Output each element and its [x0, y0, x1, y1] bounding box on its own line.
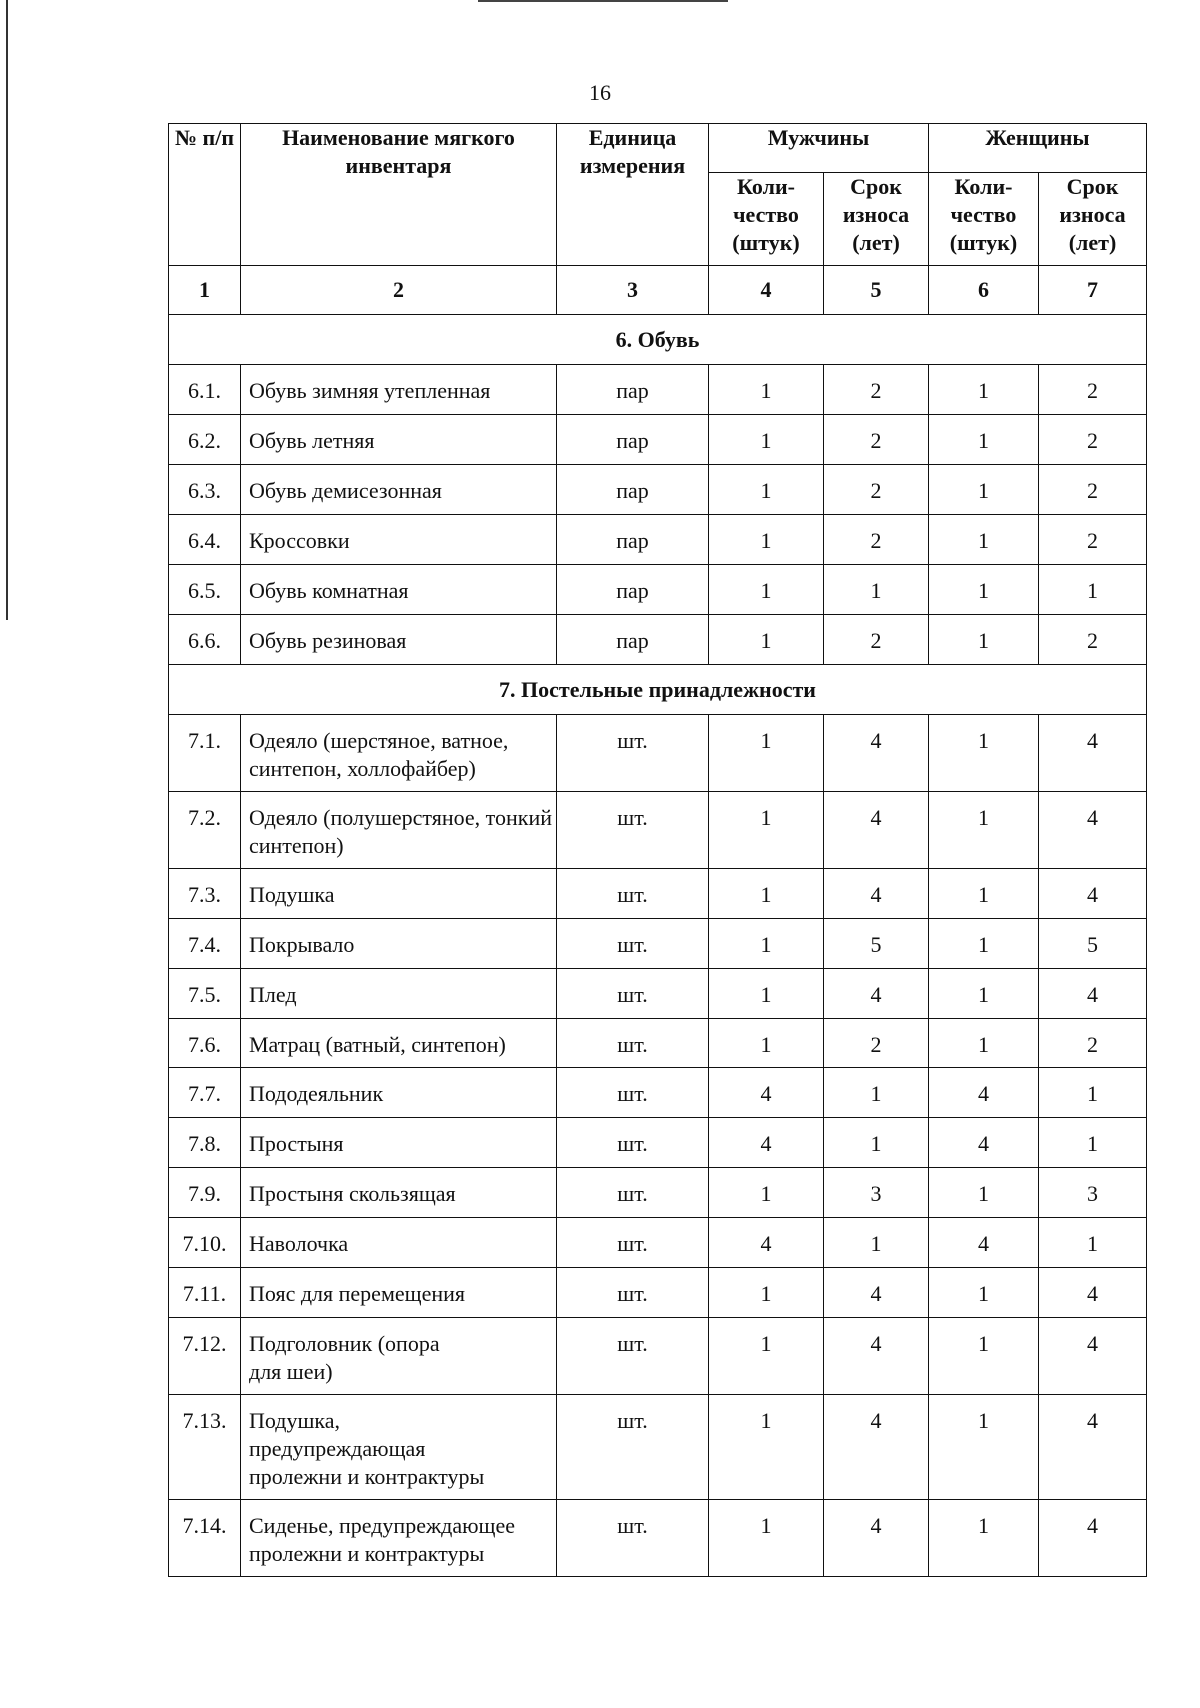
- table-row: [169, 515, 1147, 565]
- header-women-qty: Коли- чество (штук): [929, 173, 1039, 266]
- men-quantity: 1: [709, 465, 824, 515]
- women-wear-term: 2: [1039, 465, 1147, 515]
- men-wear-term: 2: [824, 365, 929, 415]
- item-name: Обувь демисезонная: [241, 465, 557, 515]
- row-number: 6.1.: [169, 365, 241, 415]
- women-wear-term: 1: [1039, 565, 1147, 615]
- table-row: [169, 565, 1147, 615]
- unit-of-measure: шт.: [557, 1068, 709, 1118]
- men-quantity: 1: [709, 1500, 824, 1577]
- row-number: 7.14.: [169, 1500, 241, 1577]
- men-quantity: 1: [709, 792, 824, 869]
- table-row: [169, 415, 1147, 465]
- item-name: Наволочка: [241, 1218, 557, 1268]
- item-name: Подушка: [241, 869, 557, 919]
- table-row: [169, 1218, 1147, 1268]
- row-number: 7.1.: [169, 715, 241, 792]
- women-wear-term: 4: [1039, 869, 1147, 919]
- row-number: 6.5.: [169, 565, 241, 615]
- women-wear-term: 2: [1039, 1019, 1147, 1068]
- header-women-term: Срок износа (лет): [1039, 173, 1147, 266]
- header-men-term: Срок износа (лет): [824, 173, 929, 266]
- row-number: 6.2.: [169, 415, 241, 465]
- unit-of-measure: шт.: [557, 1118, 709, 1168]
- row-number: 7.12.: [169, 1318, 241, 1395]
- row-number: 7.11.: [169, 1268, 241, 1318]
- item-name: Матрац (ватный, синтепон): [241, 1019, 557, 1068]
- women-wear-term: 2: [1039, 515, 1147, 565]
- table-row: [169, 1118, 1147, 1168]
- women-quantity: 1: [929, 869, 1039, 919]
- unit-of-measure: шт.: [557, 969, 709, 1019]
- item-name: Простыня: [241, 1118, 557, 1168]
- unit-of-measure: пар: [557, 615, 709, 665]
- row-number: 7.5.: [169, 969, 241, 1019]
- header-men-qty: Коли- чество (штук): [709, 173, 824, 266]
- item-name: Пояс для перемещения: [241, 1268, 557, 1318]
- women-quantity: 1: [929, 1019, 1039, 1068]
- item-name: Пододеяльник: [241, 1068, 557, 1118]
- men-wear-term: 2: [824, 1019, 929, 1068]
- table-row: [169, 919, 1147, 969]
- column-number: 5: [824, 266, 929, 315]
- row-number: 7.6.: [169, 1019, 241, 1068]
- unit-of-measure: шт.: [557, 792, 709, 869]
- men-quantity: 1: [709, 565, 824, 615]
- table-row: [169, 365, 1147, 415]
- column-number: 6: [929, 266, 1039, 315]
- women-quantity: 1: [929, 515, 1039, 565]
- men-quantity: 4: [709, 1118, 824, 1168]
- men-quantity: 1: [709, 1268, 824, 1318]
- men-quantity: 4: [709, 1068, 824, 1118]
- table-row: [169, 1500, 1147, 1577]
- header-women: Женщины: [929, 124, 1147, 173]
- women-quantity: 1: [929, 919, 1039, 969]
- item-name: Одеяло (шерстяное, ватное, синтепон, холлофайбер): [241, 715, 557, 792]
- men-wear-term: 5: [824, 919, 929, 969]
- section-title: 7. Постельные принадлежности: [169, 665, 1147, 715]
- item-name: Обувь зимняя утепленная: [241, 365, 557, 415]
- women-quantity: 4: [929, 1218, 1039, 1268]
- men-quantity: 1: [709, 615, 824, 665]
- women-quantity: 1: [929, 969, 1039, 1019]
- men-wear-term: 4: [824, 715, 929, 792]
- section-row: [169, 315, 1147, 365]
- men-quantity: 1: [709, 415, 824, 465]
- inventory-table: [168, 123, 1147, 1577]
- table-row: [169, 715, 1147, 792]
- unit-of-measure: шт.: [557, 1019, 709, 1068]
- column-number: 7: [1039, 266, 1147, 315]
- unit-of-measure: шт.: [557, 1268, 709, 1318]
- women-wear-term: 3: [1039, 1168, 1147, 1218]
- women-wear-term: 5: [1039, 919, 1147, 969]
- scan-edge-top: [478, 0, 728, 2]
- men-wear-term: 4: [824, 1395, 929, 1500]
- column-number-row: [169, 266, 1147, 315]
- unit-of-measure: пар: [557, 365, 709, 415]
- table-row: [169, 1068, 1147, 1118]
- table-row: [169, 969, 1147, 1019]
- women-quantity: 1: [929, 1318, 1039, 1395]
- header-num: № п/п: [169, 124, 241, 266]
- unit-of-measure: шт.: [557, 1318, 709, 1395]
- row-number: 6.3.: [169, 465, 241, 515]
- row-number: 7.10.: [169, 1218, 241, 1268]
- men-wear-term: 4: [824, 792, 929, 869]
- men-wear-term: 1: [824, 1118, 929, 1168]
- unit-of-measure: пар: [557, 415, 709, 465]
- unit-of-measure: шт.: [557, 919, 709, 969]
- women-wear-term: 4: [1039, 1268, 1147, 1318]
- table-row: [169, 1019, 1147, 1068]
- page-number: 16: [589, 80, 611, 105]
- men-quantity: 1: [709, 1318, 824, 1395]
- table-row: [169, 1395, 1147, 1500]
- section-row: [169, 665, 1147, 715]
- men-wear-term: 2: [824, 515, 929, 565]
- men-wear-term: 3: [824, 1168, 929, 1218]
- women-quantity: 1: [929, 1168, 1039, 1218]
- header-unit: Единица измерения: [557, 124, 709, 266]
- row-number: 6.4.: [169, 515, 241, 565]
- row-number: 6.6.: [169, 615, 241, 665]
- men-wear-term: 4: [824, 869, 929, 919]
- women-wear-term: 2: [1039, 365, 1147, 415]
- table-row: [169, 1318, 1147, 1395]
- men-quantity: 1: [709, 715, 824, 792]
- men-wear-term: 4: [824, 1318, 929, 1395]
- row-number: 7.2.: [169, 792, 241, 869]
- header-men: Мужчины: [709, 124, 929, 173]
- row-number: 7.9.: [169, 1168, 241, 1218]
- men-wear-term: 4: [824, 969, 929, 1019]
- table-row: [169, 869, 1147, 919]
- women-wear-term: 2: [1039, 415, 1147, 465]
- item-name: Подушка, предупреждающая пролежни и контрактуры: [241, 1395, 557, 1500]
- men-quantity: 1: [709, 365, 824, 415]
- table-header: [169, 124, 1147, 315]
- women-quantity: 1: [929, 1500, 1039, 1577]
- men-quantity: 1: [709, 969, 824, 1019]
- men-wear-term: 2: [824, 465, 929, 515]
- men-wear-term: 1: [824, 1068, 929, 1118]
- men-wear-term: 4: [824, 1268, 929, 1318]
- column-number: 3: [557, 266, 709, 315]
- women-quantity: 1: [929, 715, 1039, 792]
- row-number: 7.4.: [169, 919, 241, 969]
- table-row: [169, 1168, 1147, 1218]
- women-quantity: 1: [929, 792, 1039, 869]
- women-wear-term: 1: [1039, 1118, 1147, 1168]
- table-body: [169, 315, 1147, 1577]
- unit-of-measure: шт.: [557, 1218, 709, 1268]
- women-quantity: 1: [929, 465, 1039, 515]
- women-wear-term: 4: [1039, 969, 1147, 1019]
- table-row: [169, 1268, 1147, 1318]
- men-quantity: 1: [709, 1395, 824, 1500]
- item-name: Обувь летняя: [241, 415, 557, 465]
- men-quantity: 1: [709, 1019, 824, 1068]
- table-row: [169, 792, 1147, 869]
- women-quantity: 1: [929, 565, 1039, 615]
- unit-of-measure: шт.: [557, 1395, 709, 1500]
- women-wear-term: 4: [1039, 1395, 1147, 1500]
- item-name: Подголовник (опора для шеи): [241, 1318, 557, 1395]
- men-wear-term: 2: [824, 615, 929, 665]
- unit-of-measure: пар: [557, 465, 709, 515]
- women-wear-term: 1: [1039, 1218, 1147, 1268]
- women-wear-term: 4: [1039, 792, 1147, 869]
- item-name: Обувь комнатная: [241, 565, 557, 615]
- item-name: Плед: [241, 969, 557, 1019]
- women-quantity: 4: [929, 1068, 1039, 1118]
- unit-of-measure: шт.: [557, 1168, 709, 1218]
- unit-of-measure: пар: [557, 515, 709, 565]
- women-quantity: 1: [929, 1268, 1039, 1318]
- unit-of-measure: шт.: [557, 869, 709, 919]
- unit-of-measure: шт.: [557, 715, 709, 792]
- row-number: 7.3.: [169, 869, 241, 919]
- men-wear-term: 1: [824, 1218, 929, 1268]
- women-quantity: 1: [929, 415, 1039, 465]
- item-name: Сиденье, предупреждающее пролежни и контрактуры: [241, 1500, 557, 1577]
- column-number: 2: [241, 266, 557, 315]
- women-wear-term: 2: [1039, 615, 1147, 665]
- section-title: 6. Обувь: [169, 315, 1147, 365]
- row-number: 7.8.: [169, 1118, 241, 1168]
- table-row: [169, 465, 1147, 515]
- men-wear-term: 1: [824, 565, 929, 615]
- item-name: Простыня скользящая: [241, 1168, 557, 1218]
- header-name: Наименование мягкого инвентаря: [241, 124, 557, 266]
- item-name: Кроссовки: [241, 515, 557, 565]
- men-quantity: 1: [709, 515, 824, 565]
- men-quantity: 4: [709, 1218, 824, 1268]
- women-wear-term: 1: [1039, 1068, 1147, 1118]
- column-number: 1: [169, 266, 241, 315]
- men-wear-term: 4: [824, 1500, 929, 1577]
- men-quantity: 1: [709, 1168, 824, 1218]
- men-wear-term: 2: [824, 415, 929, 465]
- men-quantity: 1: [709, 869, 824, 919]
- women-quantity: 1: [929, 1395, 1039, 1500]
- row-number: 7.7.: [169, 1068, 241, 1118]
- women-wear-term: 4: [1039, 715, 1147, 792]
- women-quantity: 4: [929, 1118, 1039, 1168]
- item-name: Покрывало: [241, 919, 557, 969]
- row-number: 7.13.: [169, 1395, 241, 1500]
- women-quantity: 1: [929, 365, 1039, 415]
- item-name: Одеяло (полушерстяное, тонкий синтепон): [241, 792, 557, 869]
- column-number: 4: [709, 266, 824, 315]
- item-name: Обувь резиновая: [241, 615, 557, 665]
- table-row: [169, 615, 1147, 665]
- unit-of-measure: шт.: [557, 1500, 709, 1577]
- men-quantity: 1: [709, 919, 824, 969]
- women-wear-term: 4: [1039, 1318, 1147, 1395]
- women-wear-term: 4: [1039, 1500, 1147, 1577]
- unit-of-measure: пар: [557, 565, 709, 615]
- women-quantity: 1: [929, 615, 1039, 665]
